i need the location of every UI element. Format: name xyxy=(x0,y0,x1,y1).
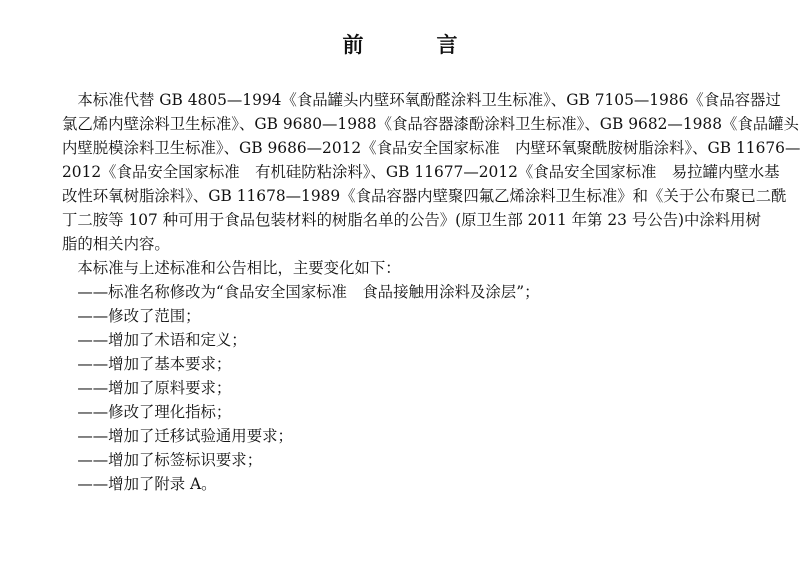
paragraph-line: 脂的相关内容。 xyxy=(62,235,170,253)
list-item: ——增加了附录 A。 xyxy=(77,475,217,493)
document-body xyxy=(62,88,800,496)
list-item: ——增加了原料要求； xyxy=(77,379,232,397)
paragraph-line: 丁二胺等 107 种可用于食品包装材料的树脂名单的公告》(原卫生部 2011 年第 23 号公告)中涂料用树 xyxy=(62,211,761,229)
paragraph-line: 2012《食品安全国家标准 有机硅防粘涂料》、GB 11677—2012《食品安全国家标准 易拉罐内壁水基 xyxy=(62,163,780,181)
changes-list xyxy=(77,280,768,496)
changes-intro: 本标准与上述标准和公告相比，主要变化如下： xyxy=(77,259,401,277)
list-item: ——修改了理化指标； xyxy=(77,403,232,421)
paragraph-line: 氯乙烯内壁涂料卫生标准》、GB 9680—1988《食品容器漆酚涂料卫生标准》、GB 9682—1988《食品罐头 xyxy=(62,115,799,133)
paragraph-line: 本标准代替 GB 4805—1994《食品罐头内壁环氧酚醛涂料卫生标准》、GB 7105—1986《食品容器过 xyxy=(77,91,781,109)
replacement-paragraph xyxy=(47,88,800,256)
list-item: ——增加了基本要求； xyxy=(77,355,232,373)
list-item: ——修改了范围； xyxy=(77,307,201,325)
paragraph-line: 改性环氧树脂涂料》、GB 11678—1989《食品容器内壁聚四氟乙烯涂料卫生标准》和《关于公布聚已二酰 xyxy=(62,187,787,205)
list-item: ——增加了标签标识要求； xyxy=(77,451,263,469)
list-item: ——标准名称修改为“食品安全国家标准 食品接触用涂料及涂层”； xyxy=(77,283,540,301)
list-item: ——增加了迁移试验通用要求； xyxy=(77,427,293,445)
paragraph-line: 内壁脱模涂料卫生标准》、GB 9686—2012《食品安全国家标准 内壁环氧聚酰胺树脂涂料》、GB 11676— xyxy=(62,139,800,157)
list-item: ——增加了术语和定义； xyxy=(77,331,247,349)
page-title: 前 言 xyxy=(342,33,484,57)
